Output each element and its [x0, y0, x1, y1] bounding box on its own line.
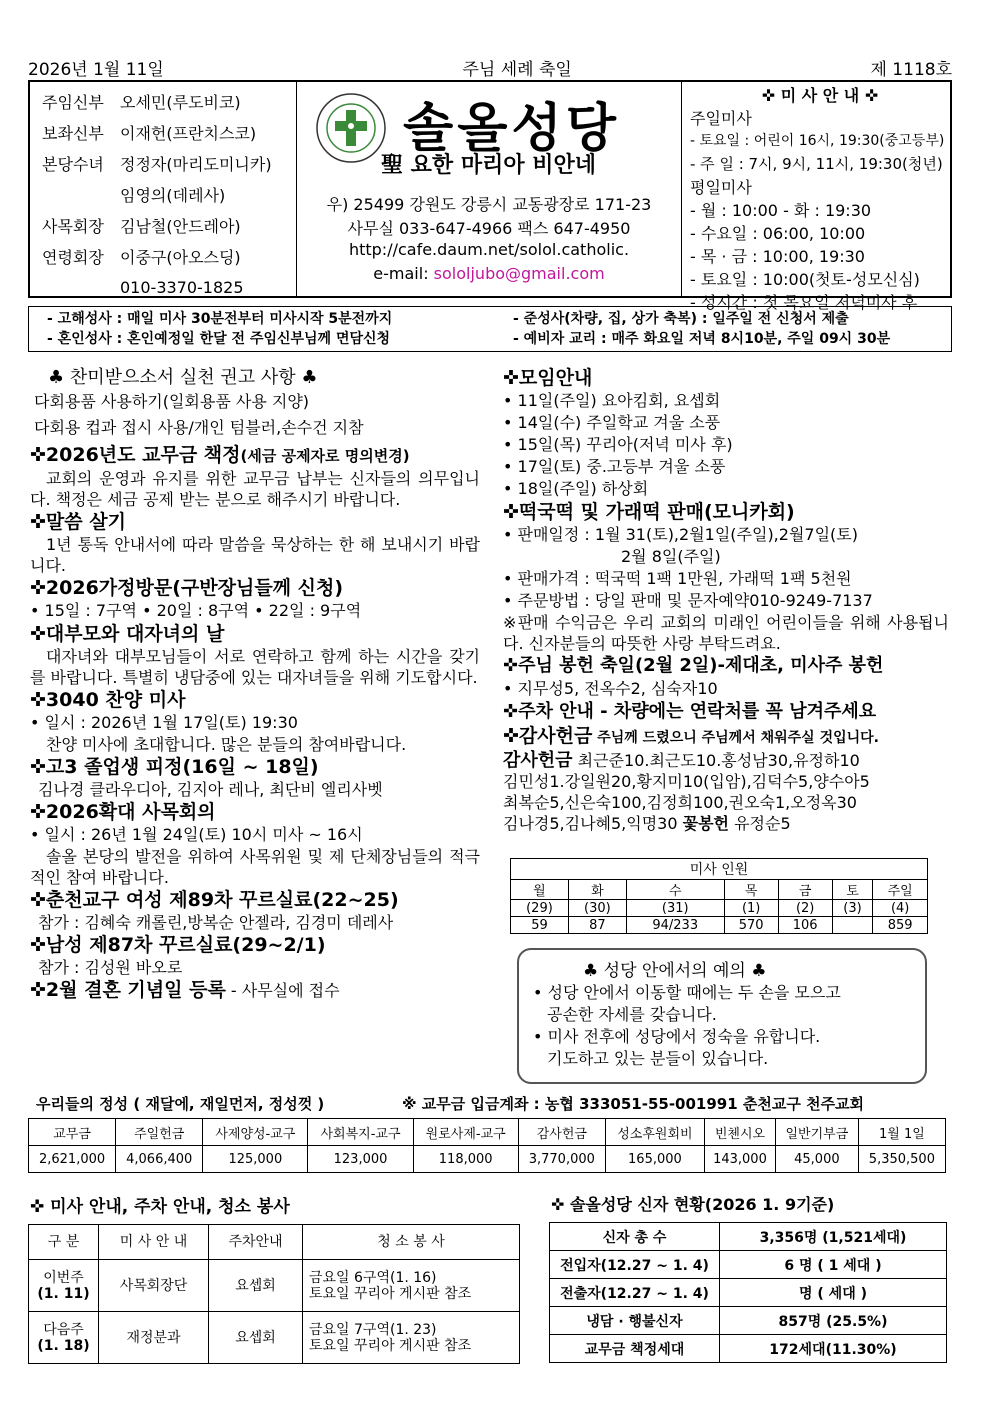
staff-row: 보좌신부 이재헌(프란치스코): [42, 124, 257, 143]
right-column: ✜모임안내 • 11일(주일) 요아킴회, 요셉회 • 14일(수) 주일학교 겨울 소풍 • 15일(목) 꾸리아(저녁 미사 후) • 17일(토) 중.고등부 겨울 소풍 • 18일(주일) 하상회 ✜떡국떡 및 가래떡 판매(모니카회) • 판매일정 : 1월 31(토),2월1일(주일),2월7일(토) 2월 8일(주일) • 판매가격 : 떡국떡 1팩 1만원, 가래떡 1팩 5천원 • 주문방법 : 당일 판매 및 문자예약010-9249-7137 ※판매 수익금은 우리 교회의 미래인 어린이들을 위해 사용됩니다. 신자분들의 따뜻한 사랑 부탁드려요. ✜주님 봉헌 축일(2월 2일)-제대초, 미사주 봉헌 • 지무성5, 전옥수2, 심숙자10 ✜주차 안내 - 차량에는 연락처를 꼭 남겨주세요 ✜감사헌금 주님께 드렸으니 주님께서 채워주실 것입니다. 감사헌금 최근준10.최근도10.홍성남30,유정하10 김민성1.강일원20,황지미10(입암),김덕수5,양수아5 최복순5,신은숙100,김정희100,권오숙1,오정옥30 김나경5,김나혜5,익명30 꽃봉헌 유정순5: [503, 367, 949, 833]
section-title: ✜2월 결혼 기념일 등록 - 사무실에 접수: [30, 979, 340, 1001]
staff-row: 주임신부 오세민(루도비코): [42, 93, 241, 112]
donation-account: ※ 교무금 입금계좌 : 농협 333051-55-001991 춘천교구 천주교회: [402, 1095, 865, 1113]
service-table: 구 분 미 사 안 내 주차안내 청 소 봉 사 이번주 (1. 11) 사목회장단 요셉회 금요일 6구역(1. 16) 토요일 꾸리아 게시판 참조 다음주 (1. 18) 재정분과 요셉회 금요일 7구역(1. 23) 토요일 꾸리아 게시판 참조: [28, 1224, 520, 1364]
sacrament-notice: - 고해성사 : 매일 미사 30분전부터 미사시작 5분전까지 - 혼인성사 : 혼인예정일 한달 전 주임신부님께 면담신청 - 준성사(차량, 집, 상가 축복) : 일주일 전 신청서 제출 - 예비자 교리 : 매주 화요일 저녁 8시10분, 주일 09시 30분: [28, 306, 952, 352]
mass-schedule: ✜ 미 사 안 내 ✜ 주일미사 - 토요일 : 어린이 16시, 19:30(중고등부) - 주 일 : 7시, 9시, 11시, 19:30(청년) 평일미사 - 월 : 10:00 - 화 : 19:30 - 수요일 : 06:00, 10:00 - 목 · 금 : 10:00, 19:30 - 토요일 : 10:00(첫토-성모신심) - 성시간 : 첫 목요일 저녁미사 후: [682, 82, 950, 296]
etiquette-box: ♣ 성당 안에서의 예의 ♣ • 성당 안에서 이동할 때에는 두 손을 모으고 공손한 자세를 갖습니다. • 미사 전후에 성당에서 정숙을 유합니다. 기도하고 있는 분들이 있습니다.: [517, 948, 927, 1084]
top-line: [28, 55, 952, 80]
section-title: ✜주님 봉헌 축일(2월 2일)-제대초, 미사주 봉헌: [503, 655, 884, 676]
staff-row: 임영의(데레사): [120, 186, 226, 205]
section-title: ✜2026확대 사목회의: [30, 801, 216, 823]
list-item: • 17일(토) 중.고등부 겨울 소풍: [503, 457, 726, 476]
issue-date: 2026년 1월 11일: [28, 60, 164, 80]
section-title: ✜고3 졸업생 피정(16일 ~ 18일): [30, 756, 319, 778]
staff-list: [30, 82, 296, 296]
staff-row: 연령회장 이중구(아오스딩): [42, 248, 241, 267]
list-item: • 14일(수) 주일학교 겨울 소풍: [503, 413, 721, 432]
church-phone: 사무실 033-647-4966 팩스 647-4950: [347, 219, 631, 238]
church-address: 우) 25499 강원도 강릉시 교동광장로 171-23: [326, 195, 652, 214]
church-logo-icon: [315, 92, 387, 164]
church-patron: 聖 요한 마리아 비안네: [381, 153, 596, 178]
church-website[interactable]: http://cafe.daum.net/solol.catholic.: [348, 240, 630, 259]
section-title: ✜모임안내: [503, 367, 593, 389]
church-email: e-mail: sololjubo@gmail.com: [373, 264, 605, 283]
section-title: ✜떡국떡 및 가래떡 판매(모니카회): [503, 501, 795, 523]
list-item: • 18일(주일) 하상회: [503, 479, 649, 498]
section-title: ✜남성 제87차 꾸르실료(29~2/1): [30, 934, 326, 956]
donation-table: 교무금 주일헌금 사제양성-교구 사회복지-교구 원로사제-교구 감사헌금 성소후원회비 빈첸시오 일반기부금 1월 1일 2,621,000 4,066,400 125,000 123,000 118,000 3,770,000 165,000 143,000 45,000 5,350,500: [28, 1118, 946, 1173]
staff-row: 본당수녀 정정자(마리도미니카): [42, 155, 272, 174]
mass-attendance-table: 미사 인원 월 화 수 목 금 토 주일 (29) (30) (31) (1) (2) (3) (4) 59 87 94/233 570 106 859: [510, 858, 928, 934]
list-item: • 11일(주일) 요아킴회, 요셉회: [503, 391, 721, 410]
section-title: ✜3040 찬양 미사: [30, 689, 186, 711]
members-table: 신자 총 수 3,356명 (1,521세대) 전입자(12.27 ~ 1. 4) 6 명 ( 1 세대 ) 전출자(12.27 ~ 1. 4) 명 ( 세대 ) 냉담 · 행불신자 857명 (25.5%) 교무금 책정세대 172세대(11.30%): [549, 1222, 947, 1363]
issue-number: 제 1118호: [870, 60, 952, 80]
service-title: ✜ 미사 안내, 주차 안내, 청소 봉사: [30, 1197, 290, 1217]
feast-name: 주님 세례 축일: [462, 60, 572, 80]
staff-row: 010-3370-1825: [120, 278, 244, 297]
praise-title: ♣ 찬미받으소서 실천 권고 사항 ♣: [48, 367, 318, 388]
section-title: ✜대부모와 대자녀의 날: [30, 623, 225, 645]
masthead: [28, 80, 952, 312]
section-title: ✜감사헌금 주님께 드렸으니 주님께서 채워주실 것입니다.: [503, 725, 879, 747]
section-title: ✜주차 안내 - 차량에는 연락처를 꼭 남겨주세요: [503, 701, 877, 722]
left-column: ♣ 찬미받으소서 실천 권고 사항 ♣ 다회용품 사용하기(일회용품 사용 지양) 다회용 컵과 접시 사용/개인 텀블러,손수건 지참 ✜2026년도 교무금 책정(세금 공제자로 명의변경) 교회의 운영과 유지를 위한 교무금 납부는 신자들의 의무입니다. 책정은 세금 공제 받는 분으로 해주시기 바랍니다. ✜말씀 살기 1년 통독 안내서에 따라 말씀을 묵상하는 한 해 보내시기 바랍니다. ✜2026가정방문(구반장님들께 신청) • 15일 : 7구역 • 20일 : 8구역 • 22일 : 9구역 ✜대부모와 대자녀의 날 대자녀와 대부모님들이 서로 연락하고 함께 하는 시간을 갖기를 바랍니다. 특별히 냉담중에 있는 대자녀들을 위해 기도합시다. ✜3040 찬양 미사 • 일시 : 2026년 1월 17일(토) 19:30 찬양 미사에 초대합니다. 많은 분들의 참여바랍니다. ✜고3 졸업생 피정(16일 ~ 18일) 김나경 클라우디아, 김지아 레나, 최단비 엘리사벳 ✜2026확대 사목회의 • 일시 : 26년 1월 24일(토) 10시 미사 ~ 16시 솔올 본당의 발전을 위하여 사목위원 및 제 단체장님들의 적극적인 참여 바랍니다. ✜춘천교구 여성 제89차 꾸르실료(22~25) 참가 : 김혜숙 캐롤린,방복순 안젤라, 김경미 데레사 ✜남성 제87차 꾸르실료(29~2/1) 참가 : 김성원 바오로 ✜2월 결혼 기념일 등록 - 사무실에 접수: [30, 367, 480, 1001]
section-title: ✜2026가정방문(구반장님들께 신청): [30, 577, 344, 599]
section-title: ✜춘천교구 여성 제89차 꾸르실료(22~25): [30, 889, 399, 911]
members-title: ✜ 솔올성당 신자 현황(2026 1. 9기준): [551, 1195, 835, 1214]
church-info: [296, 82, 682, 296]
donation-title: 우리들의 정성 ( 재달에, 재일먼저, 정성껏 ): [36, 1095, 325, 1113]
section-title: ✜2026년도 교무금 책정(세금 공제자로 명의변경): [30, 444, 410, 466]
mass-schedule-title: ✜ 미 사 안 내 ✜: [761, 86, 879, 105]
list-item: • 15일(목) 꾸리아(저녁 미사 후): [503, 435, 733, 454]
church-name: 솔올성당: [403, 99, 620, 159]
section-title: ✜말씀 살기: [30, 511, 126, 533]
staff-row: 사목회장 김남철(안드레아): [42, 217, 241, 236]
email-link[interactable]: sololjubo@gmail.com: [433, 264, 605, 283]
